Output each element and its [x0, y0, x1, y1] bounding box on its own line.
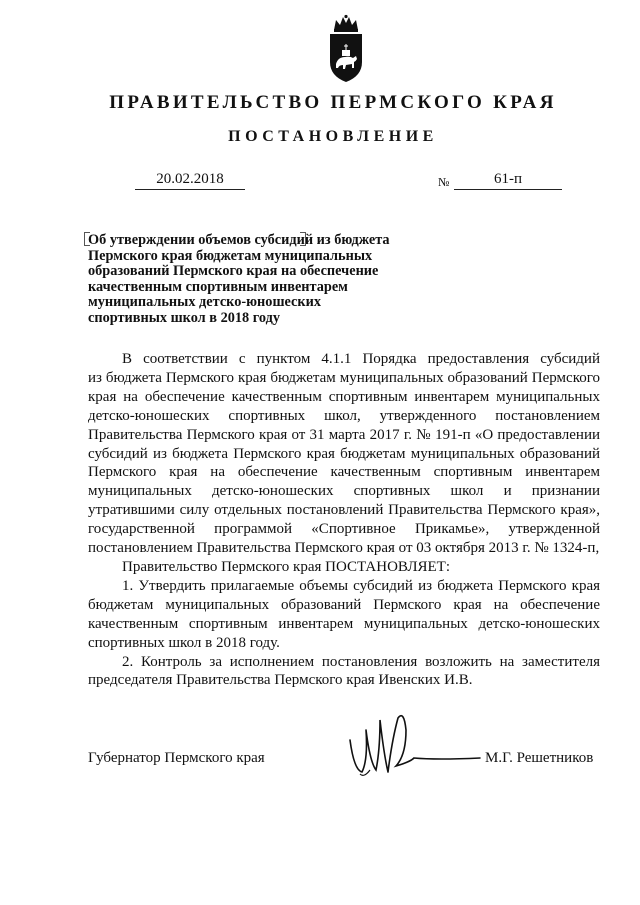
body-line: края на обеспечение качественным спортивным инвентарем муниципальных — [88, 388, 600, 405]
body-line: Правительства Пермского края от 31 марта 2017 г. № 191-п «О предоставлении — [88, 426, 600, 443]
body-line: председателя Правительства Пермского края Ивенских И.В. — [88, 672, 473, 689]
body-paragraph — [88, 558, 600, 577]
signatory-position: Губернатор Пермского края — [88, 750, 265, 766]
body-line: субсидий из бюджета Пермского края бюджетам муниципальных образований — [88, 445, 600, 462]
body-line: качественным спортивным инвентарем муниципальных детско-юношеских — [88, 615, 600, 632]
subject-line: спортивных школ в 2018 году — [88, 309, 280, 326]
body-line: спортивных школ в 2018 году. — [88, 634, 280, 651]
subject-line: качественным спортивным инвентарем — [88, 278, 348, 295]
handwritten-signature — [340, 700, 490, 790]
corner-mark — [84, 232, 90, 246]
body-line: постановлением Правительства Пермского края от 03 октября 2013 г. № 1324-п, — [88, 540, 600, 557]
number-label: № — [438, 175, 450, 189]
document-subject — [88, 233, 418, 326]
document-date: 20.02.2018 — [135, 171, 245, 190]
subject-line: образований Пермского края на обеспечение — [88, 263, 379, 279]
document-number: 61-п — [454, 171, 562, 190]
body-line: из бюджета Пермского края бюджетам муниципальных образований Пермского — [88, 369, 600, 386]
body-line: Пермского края на обеспечение качественным спортивным инвентарем — [88, 464, 600, 481]
subject-line: Пермского края бюджетам муниципальных — [88, 247, 373, 264]
signatory-name: М.Г. Решетников — [485, 750, 594, 766]
body-line: 1. Утвердить прилагаемые объемы субсидий из бюджета Пермского края — [122, 577, 600, 594]
government-title: ПРАВИТЕЛЬСТВО ПЕРМСКОГО КРАЯ — [109, 92, 557, 113]
subject-line: муниципальных детско-юношеских — [88, 294, 322, 310]
subject-line: Об утверждении объемов субсидий из бюджета — [88, 232, 390, 248]
body-paragraph — [88, 577, 600, 653]
corner-mark — [300, 232, 306, 246]
coat-of-arms-icon — [326, 14, 366, 84]
body-line: 2. Контроль за исполнением постановления возложить на заместителя — [122, 653, 600, 670]
body-line: муниципальных детско-юношеских спортивных школ и признании — [88, 483, 600, 500]
body-line: бюджетам муниципальных образований Пермского края на обеспечение — [88, 596, 600, 613]
body-line: детско-юношеских спортивных школ, утвержденного постановлением — [88, 407, 600, 424]
document-body — [88, 350, 600, 690]
body-line: утратившими силу отдельных постановлений Правительства Пермского края», — [88, 502, 600, 519]
body-line: В соответствии с пунктом 4.1.1 Порядка предоставления субсидий — [122, 351, 600, 367]
document-type: ПОСТАНОВЛЕНИЕ — [228, 128, 438, 145]
body-line: Правительство Пермского края ПОСТАНОВЛЯЕТ: — [122, 558, 451, 575]
body-line: государственной программой «Спортивное Прикамье», утвержденной — [88, 521, 600, 538]
body-paragraph — [88, 350, 600, 558]
body-paragraph — [88, 653, 600, 691]
